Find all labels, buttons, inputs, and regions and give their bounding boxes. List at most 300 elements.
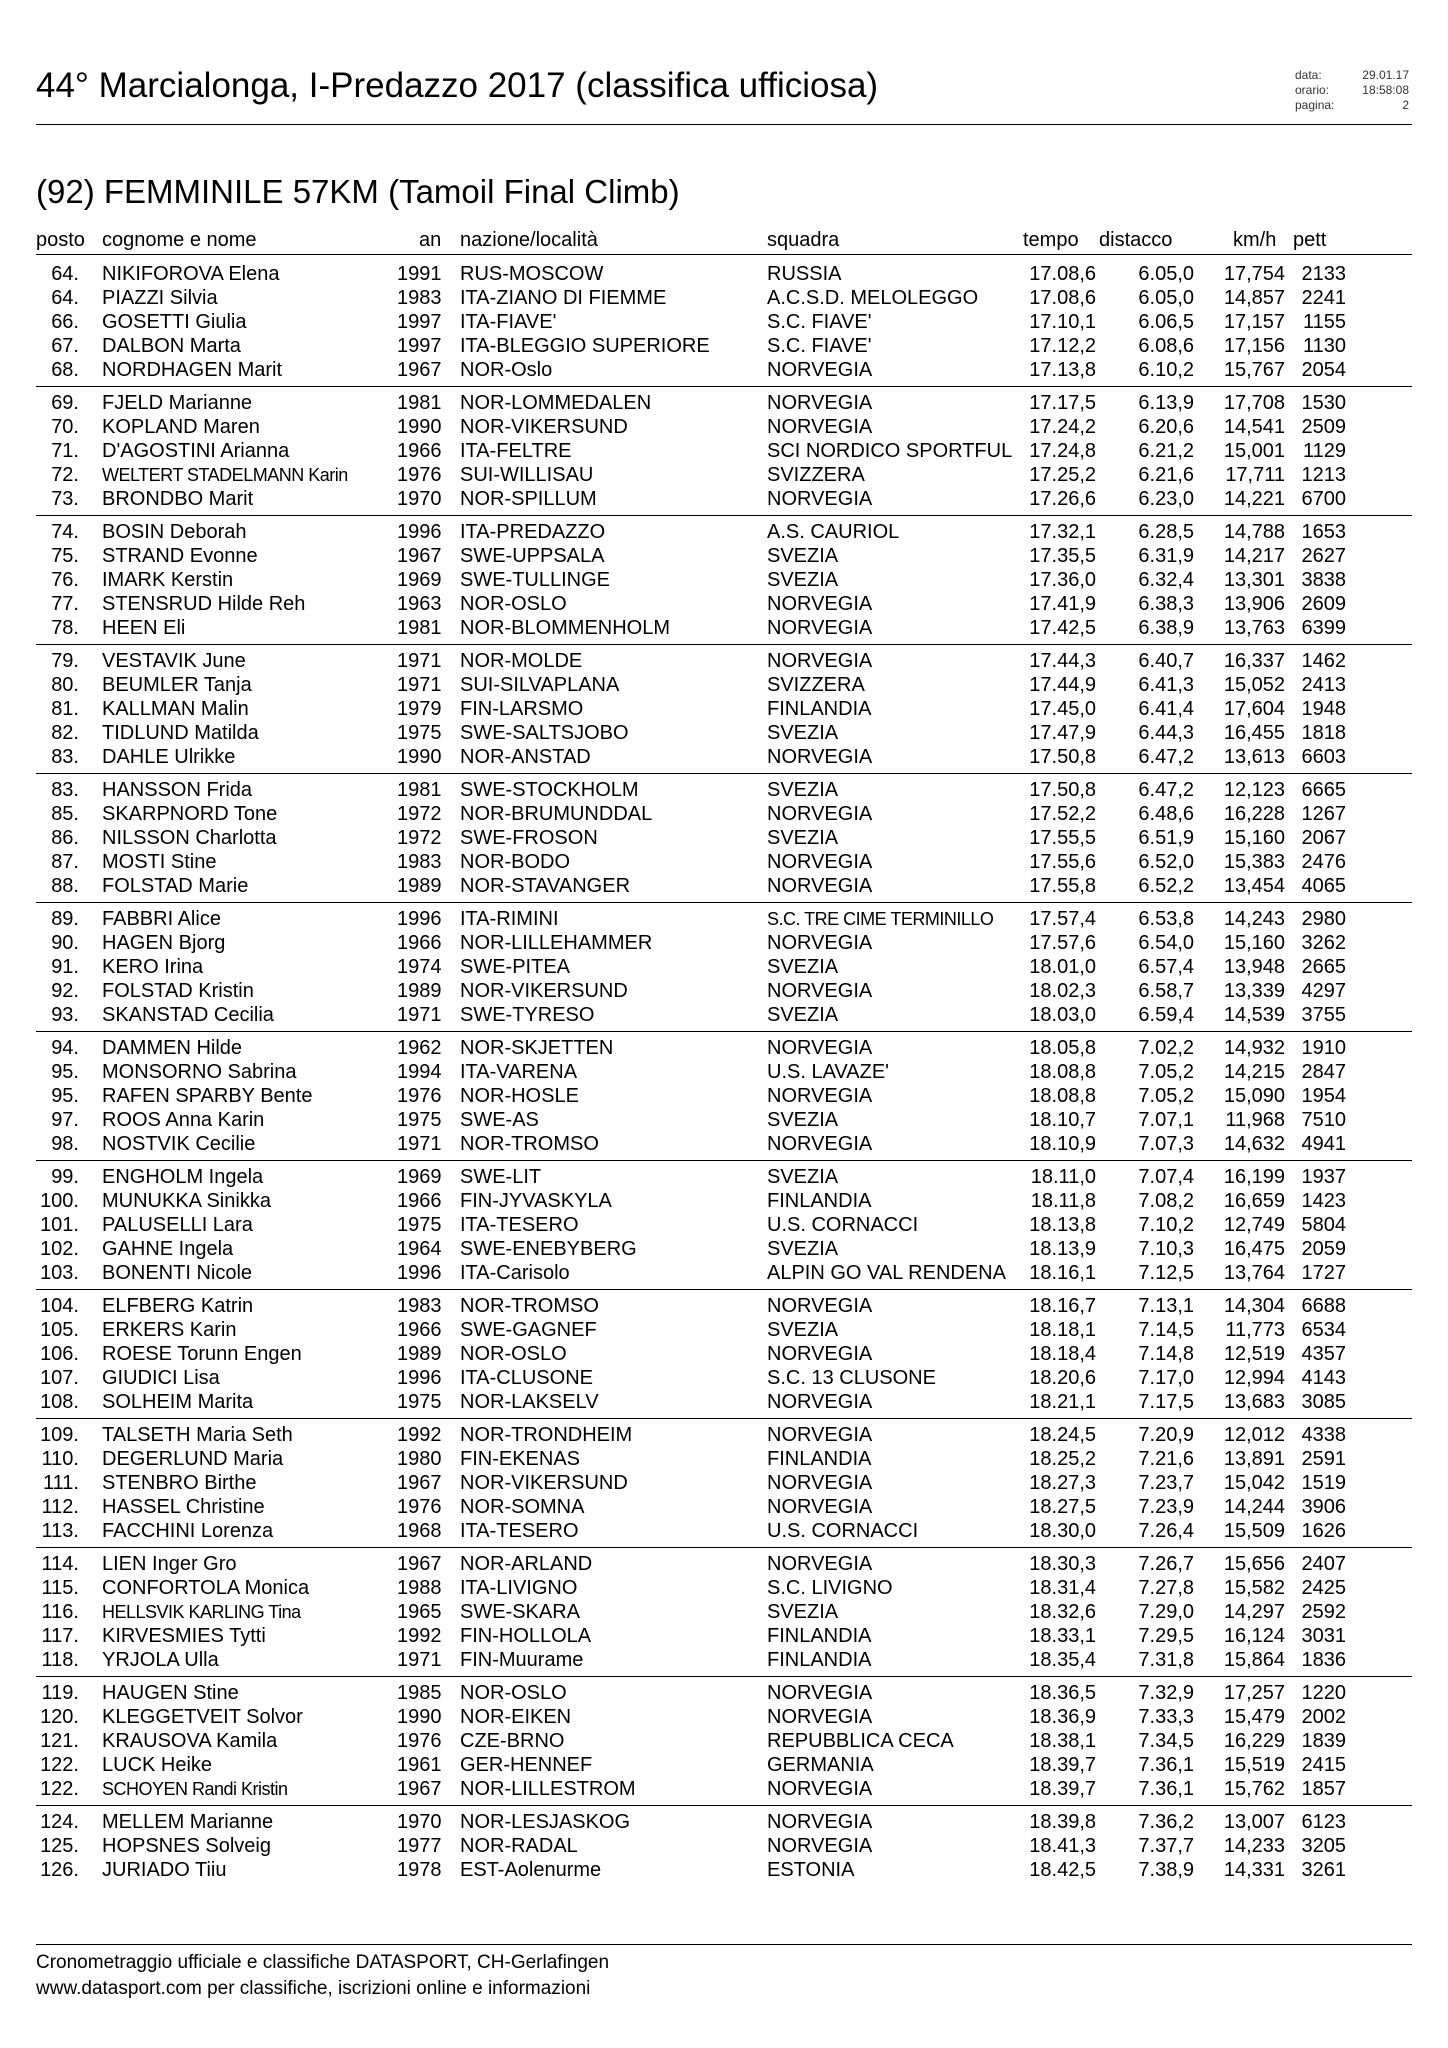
cell-year: 1990 (397, 746, 442, 768)
cell-posto: 126. (40, 1859, 79, 1881)
meta-time-value: 18:58:08 (1362, 83, 1409, 97)
cell-location: NOR-OSLO (460, 1682, 567, 1704)
cell-time: 17.36,0 (1029, 569, 1096, 591)
cell-location: SWE-FROSON (460, 827, 598, 849)
cell-bib: 2425 (1301, 1577, 1346, 1599)
col-kmh: km/h (1233, 229, 1277, 251)
cell-name: BOSIN Deborah (102, 521, 247, 543)
cell-location: FIN-Muurame (460, 1649, 584, 1671)
cell-speed: 15,762 (1223, 1778, 1285, 1800)
cell-bib: 2509 (1301, 416, 1346, 438)
page-title: 44° Marcialonga, I-Predazzo 2017 (classifica ufficiosa) (36, 66, 879, 105)
cell-location: CZE-BRNO (460, 1730, 565, 1752)
cell-bib: 1727 (1301, 1262, 1346, 1284)
cell-team: SVEZIA (767, 545, 839, 567)
cell-location: NOR-TRONDHEIM (460, 1424, 633, 1446)
cell-gap: 7.08,2 (1138, 1190, 1194, 1212)
cell-gap: 7.38,9 (1138, 1859, 1194, 1881)
cell-speed: 11,968 (1225, 1109, 1285, 1131)
cell-name: HAGEN Bjorg (102, 932, 226, 954)
cell-posto: 83. (51, 746, 79, 768)
cell-posto: 109. (40, 1424, 79, 1446)
cell-speed: 17,711 (1225, 464, 1285, 486)
cell-posto: 81. (51, 698, 79, 720)
cell-speed: 16,228 (1223, 803, 1285, 825)
table-row (36, 721, 1412, 745)
cell-bib: 2407 (1301, 1553, 1346, 1575)
cell-team: RUSSIA (767, 263, 842, 285)
cell-speed: 14,297 (1223, 1601, 1285, 1623)
col-an: an (419, 229, 442, 251)
cell-year: 1976 (397, 1730, 442, 1752)
cell-gap: 7.27,8 (1138, 1577, 1194, 1599)
cell-posto: 66. (51, 311, 79, 333)
cell-bib: 1423 (1301, 1190, 1346, 1212)
cell-team: NORVEGIA (767, 875, 873, 897)
table-row (36, 778, 1412, 802)
cell-posto: 82. (51, 722, 79, 744)
cell-time: 17.24,2 (1029, 416, 1096, 438)
cell-location: NOR-MOLDE (460, 650, 583, 672)
cell-team: NORVEGIA (767, 1682, 873, 1704)
cell-speed: 16,455 (1223, 722, 1285, 744)
cell-gap: 7.29,0 (1138, 1601, 1194, 1623)
cell-posto: 74. (51, 521, 79, 543)
footer-divider (36, 1944, 1412, 1945)
cell-location: NOR-SPILLUM (460, 488, 597, 510)
cell-gap: 7.02,2 (1138, 1037, 1194, 1059)
cell-posto: 101. (40, 1214, 79, 1236)
cell-year: 1963 (397, 593, 442, 615)
cell-gap: 6.10,2 (1138, 359, 1194, 381)
cell-posto: 80. (51, 674, 79, 696)
meta-date (1295, 68, 1409, 83)
cell-posto: 79. (51, 650, 79, 672)
cell-location: EST-Aolenurme (460, 1859, 602, 1881)
cell-location: FIN-JYVASKYLA (460, 1190, 612, 1212)
cell-time: 17.10,1 (1029, 311, 1096, 333)
cell-gap: 6.06,5 (1138, 311, 1194, 333)
cell-speed: 17,156 (1223, 335, 1285, 357)
cell-speed: 13,454 (1223, 875, 1285, 897)
cell-posto: 112. (41, 1496, 79, 1518)
cell-speed: 14,857 (1223, 287, 1285, 309)
cell-team: S.C. LIVIGNO (767, 1577, 893, 1599)
cell-name: LUCK Heike (102, 1754, 213, 1776)
cell-year: 1992 (397, 1424, 442, 1446)
cell-location: ITA-VARENA (460, 1061, 578, 1083)
cell-team: S.C. FIAVE' (767, 311, 872, 333)
cell-bib: 4297 (1301, 980, 1346, 1002)
cell-bib: 3262 (1301, 932, 1346, 954)
cell-time: 17.44,9 (1029, 674, 1096, 696)
cell-bib: 1129 (1302, 440, 1346, 462)
cell-posto: 108. (40, 1391, 79, 1413)
cell-posto: 85. (51, 803, 79, 825)
cell-gap: 6.59,4 (1138, 1004, 1194, 1026)
cell-year: 1994 (397, 1061, 442, 1083)
table-row (36, 358, 1412, 382)
cell-location: NOR-VIKERSUND (460, 1472, 628, 1494)
cell-speed: 15,090 (1223, 1085, 1285, 1107)
cell-speed: 15,160 (1223, 932, 1285, 954)
cell-team: SVEZIA (767, 1319, 839, 1341)
cell-posto: 95. (51, 1061, 79, 1083)
cell-year: 1980 (397, 1448, 442, 1470)
table-row (36, 487, 1412, 511)
cell-location: NOR-LAKSELV (460, 1391, 599, 1413)
cell-speed: 14,539 (1223, 1004, 1285, 1026)
header-divider (36, 254, 1412, 255)
table-row (36, 907, 1412, 931)
cell-posto: 67. (51, 335, 79, 357)
cell-name: WELTERT STADELMANN Karin (102, 465, 348, 485)
table-row (36, 1318, 1412, 1342)
cell-gap: 6.21,6 (1138, 464, 1194, 486)
cell-gap: 6.52,2 (1138, 875, 1194, 897)
cell-name: GOSETTI Giulia (102, 311, 247, 333)
cell-bib: 2067 (1301, 827, 1346, 849)
table-row (36, 1390, 1412, 1414)
cell-posto: 90. (51, 932, 79, 954)
cell-year: 1967 (397, 359, 442, 381)
cell-speed: 14,243 (1223, 908, 1285, 930)
table-row (36, 1834, 1412, 1858)
cell-speed: 14,541 (1223, 416, 1285, 438)
cell-location: SWE-SKARA (460, 1601, 581, 1623)
cell-year: 1975 (397, 1214, 442, 1236)
cell-speed: 16,659 (1223, 1190, 1285, 1212)
cell-posto: 72. (51, 464, 79, 486)
cell-year: 1990 (397, 1706, 442, 1728)
cell-gap: 6.21,2 (1138, 440, 1194, 462)
table-row (36, 568, 1412, 592)
cell-year: 1969 (397, 569, 442, 591)
cell-bib: 1836 (1301, 1649, 1346, 1671)
cell-team: S.C. 13 CLUSONE (767, 1367, 936, 1389)
cell-name: SCHOYEN Randi Kristin (102, 1779, 288, 1799)
cell-team: NORVEGIA (767, 1835, 873, 1857)
cell-posto: 92. (51, 980, 79, 1002)
cell-gap: 7.36,2 (1138, 1811, 1194, 1833)
cell-year: 1971 (397, 650, 442, 672)
cell-time: 18.32,6 (1029, 1601, 1096, 1623)
cell-location: NOR-OSLO (460, 1343, 567, 1365)
cell-time: 18.27,3 (1029, 1472, 1096, 1494)
cell-location: NOR-SOMNA (460, 1496, 585, 1518)
cell-gap: 7.34,5 (1138, 1730, 1194, 1752)
cell-location: NOR-LILLEHAMMER (460, 932, 653, 954)
cell-speed: 12,749 (1223, 1214, 1285, 1236)
cell-posto: 119. (41, 1682, 79, 1704)
cell-year: 1974 (397, 956, 442, 978)
cell-speed: 16,229 (1223, 1730, 1285, 1752)
cell-posto: 68. (51, 359, 79, 381)
cell-team: ESTONIA (767, 1859, 855, 1881)
cell-team: NORVEGIA (767, 650, 873, 672)
cell-gap: 6.47,2 (1138, 746, 1194, 768)
cell-year: 1983 (397, 851, 442, 873)
table-row (36, 1576, 1412, 1600)
cell-year: 1997 (397, 311, 442, 333)
cell-speed: 15,042 (1223, 1472, 1285, 1494)
cell-bib: 6399 (1301, 617, 1346, 639)
cell-bib: 3031 (1301, 1625, 1346, 1647)
cell-speed: 16,337 (1223, 650, 1285, 672)
cell-team: A.C.S.D. MELOLEGGO (767, 287, 979, 309)
cell-location: ITA-CLUSONE (460, 1367, 593, 1389)
cell-year: 1981 (397, 779, 442, 801)
cell-posto: 121. (40, 1730, 79, 1752)
cell-name: STRAND Evonne (102, 545, 258, 567)
meta-page-label: pagina: (1295, 98, 1335, 112)
cell-name: NOSTVIK Cecilie (102, 1133, 256, 1155)
cell-gap: 7.26,4 (1138, 1520, 1194, 1542)
table-row (36, 1423, 1412, 1447)
cell-year: 1976 (397, 1496, 442, 1518)
cell-location: SWE-AS (460, 1109, 539, 1131)
table-row (36, 1681, 1412, 1705)
cell-location: ITA-ZIANO DI FIEMME (460, 287, 667, 309)
cell-time: 18.35,4 (1029, 1649, 1096, 1671)
meta-page-value: 2 (1402, 98, 1409, 112)
cell-year: 1965 (397, 1601, 442, 1623)
table-row (36, 334, 1412, 358)
cell-gap: 7.07,4 (1138, 1166, 1194, 1188)
cell-bib: 3085 (1301, 1391, 1346, 1413)
cell-gap: 7.23,9 (1138, 1496, 1194, 1518)
table-row (36, 1705, 1412, 1729)
cell-speed: 14,304 (1223, 1295, 1285, 1317)
cell-team: NORVEGIA (767, 359, 873, 381)
cell-speed: 12,994 (1223, 1367, 1285, 1389)
cell-posto: 124. (40, 1811, 79, 1833)
cell-year: 1972 (397, 827, 442, 849)
table-row (36, 1858, 1412, 1882)
cell-year: 1983 (397, 287, 442, 309)
cell-year: 1966 (397, 440, 442, 462)
cell-bib: 3906 (1301, 1496, 1346, 1518)
cell-posto: 107. (40, 1367, 79, 1389)
cell-location: ITA-Carisolo (460, 1262, 570, 1284)
cell-team: NORVEGIA (767, 488, 873, 510)
cell-year: 1964 (397, 1238, 442, 1260)
cell-speed: 16,124 (1223, 1625, 1285, 1647)
cell-posto: 88. (51, 875, 79, 897)
cell-year: 1996 (397, 1262, 442, 1284)
col-nome: cognome e nome (102, 229, 257, 251)
cell-time: 18.01,0 (1029, 956, 1096, 978)
cell-name: FJELD Marianne (102, 392, 253, 414)
cell-speed: 15,509 (1223, 1520, 1285, 1542)
cell-year: 1989 (397, 875, 442, 897)
cell-name: CONFORTOLA Monica (102, 1577, 310, 1599)
title-divider (36, 124, 1412, 125)
cell-year: 1997 (397, 335, 442, 357)
cell-time: 18.36,5 (1029, 1682, 1096, 1704)
cell-name: DEGERLUND Maria (102, 1448, 284, 1470)
cell-gap: 6.20,6 (1138, 416, 1194, 438)
cell-speed: 17,157 (1223, 311, 1285, 333)
cell-speed: 11,773 (1225, 1319, 1285, 1341)
cell-posto: 95. (51, 1085, 79, 1107)
table-row (36, 1600, 1412, 1624)
table-row (36, 1777, 1412, 1801)
cell-time: 18.03,0 (1029, 1004, 1096, 1026)
cell-year: 1988 (397, 1577, 442, 1599)
cell-team: FINLANDIA (767, 1649, 872, 1671)
cell-location: NOR-HOSLE (460, 1085, 579, 1107)
cell-speed: 15,160 (1223, 827, 1285, 849)
cell-speed: 17,754 (1223, 263, 1285, 285)
cell-time: 18.33,1 (1029, 1625, 1096, 1647)
cell-speed: 15,582 (1223, 1577, 1285, 1599)
cell-posto: 125. (40, 1835, 79, 1857)
cell-year: 1983 (397, 1295, 442, 1317)
cell-time: 18.10,7 (1029, 1109, 1096, 1131)
table-row (36, 1261, 1412, 1285)
cell-gap: 7.21,6 (1138, 1448, 1194, 1470)
cell-speed: 14,932 (1223, 1037, 1285, 1059)
cell-time: 18.38,1 (1029, 1730, 1096, 1752)
cell-posto: 111. (43, 1472, 79, 1494)
cell-year: 1975 (397, 722, 442, 744)
cell-posto: 86. (51, 827, 79, 849)
cell-team: NORVEGIA (767, 1133, 873, 1155)
cell-time: 17.13,8 (1029, 359, 1096, 381)
cell-gap: 7.14,5 (1138, 1319, 1194, 1341)
cell-speed: 13,906 (1223, 593, 1285, 615)
col-squadra: squadra (767, 229, 840, 251)
cell-gap: 6.44,3 (1138, 722, 1194, 744)
cell-time: 18.16,1 (1029, 1262, 1096, 1284)
cell-name: KRAUSOVA Kamila (102, 1730, 278, 1752)
cell-location: NOR-ARLAND (460, 1553, 593, 1575)
cell-bib: 3755 (1301, 1004, 1346, 1026)
cell-year: 1968 (397, 1520, 442, 1542)
cell-bib: 1626 (1301, 1520, 1346, 1542)
cell-time: 18.36,9 (1029, 1706, 1096, 1728)
table-row (36, 874, 1412, 898)
table-row (36, 1366, 1412, 1390)
cell-speed: 15,767 (1223, 359, 1285, 381)
cell-location: FIN-HOLLOLA (460, 1625, 592, 1647)
cell-location: ITA-TESERO (460, 1520, 579, 1542)
cell-gap: 7.17,0 (1138, 1367, 1194, 1389)
table-row (36, 1753, 1412, 1777)
col-tempo: tempo (1023, 229, 1079, 251)
cell-location: ITA-FELTRE (460, 440, 572, 462)
cell-team: NORVEGIA (767, 1391, 873, 1413)
meta-page (1295, 98, 1409, 113)
cell-location: ITA-LIVIGNO (460, 1577, 578, 1599)
result-group (36, 1289, 1412, 1414)
result-group (36, 386, 1412, 511)
cell-year: 1996 (397, 908, 442, 930)
cell-time: 17.55,8 (1029, 875, 1096, 897)
cell-location: ITA-PREDAZZO (460, 521, 606, 543)
cell-location: SWE-TYRESO (460, 1004, 595, 1026)
cell-team: NORVEGIA (767, 1037, 873, 1059)
cell-year: 1981 (397, 392, 442, 414)
cell-team: SVEZIA (767, 1166, 839, 1188)
table-row (36, 1810, 1412, 1834)
cell-time: 18.41,3 (1029, 1835, 1096, 1857)
cell-bib: 5804 (1301, 1214, 1346, 1236)
cell-gap: 7.32,9 (1138, 1682, 1194, 1704)
cell-gap: 6.52,0 (1138, 851, 1194, 873)
table-row (36, 802, 1412, 826)
table-row (36, 463, 1412, 487)
cell-gap: 7.33,3 (1138, 1706, 1194, 1728)
cell-posto: 83. (51, 779, 79, 801)
cell-team: NORVEGIA (767, 1424, 873, 1446)
cell-time: 18.11,0 (1030, 1166, 1096, 1188)
results-table (36, 262, 1412, 1882)
table-row (36, 286, 1412, 310)
cell-year: 1970 (397, 488, 442, 510)
cell-team: NORVEGIA (767, 1472, 873, 1494)
cell-bib: 2592 (1301, 1601, 1346, 1623)
cell-posto: 64. (51, 263, 79, 285)
cell-name: BRONDBO Marit (102, 488, 254, 510)
table-row (36, 262, 1412, 286)
cell-gap: 7.23,7 (1138, 1472, 1194, 1494)
cell-name: KALLMAN Malin (102, 698, 249, 720)
cell-bib: 4065 (1301, 875, 1346, 897)
cell-time: 17.32,1 (1029, 521, 1096, 543)
cell-location: ITA-FIAVE' (460, 311, 557, 333)
cell-gap: 6.57,4 (1138, 956, 1194, 978)
cell-posto: 94. (51, 1037, 79, 1059)
cell-posto: 87. (51, 851, 79, 873)
cell-team: SVEZIA (767, 1004, 839, 1026)
cell-bib: 2591 (1301, 1448, 1346, 1470)
meta-time-label: orario: (1295, 83, 1330, 97)
cell-name: NORDHAGEN Marit (102, 359, 283, 381)
meta-date-value: 29.01.17 (1362, 68, 1409, 82)
cell-time: 18.18,1 (1029, 1319, 1096, 1341)
cell-speed: 13,007 (1223, 1811, 1285, 1833)
cell-bib: 2476 (1301, 851, 1346, 873)
cell-bib: 2609 (1301, 593, 1346, 615)
cell-location: FIN-LARSMO (460, 698, 584, 720)
cell-gap: 6.54,0 (1138, 932, 1194, 954)
cell-year: 1966 (397, 1190, 442, 1212)
cell-speed: 12,519 (1223, 1343, 1285, 1365)
table-row (36, 745, 1412, 769)
cell-year: 1976 (397, 1085, 442, 1107)
cell-time: 18.30,0 (1029, 1520, 1096, 1542)
cell-posto: 71. (51, 440, 79, 462)
cell-year: 1975 (397, 1391, 442, 1413)
cell-time: 18.25,2 (1029, 1448, 1096, 1470)
cell-time: 18.10,9 (1029, 1133, 1096, 1155)
cell-speed: 13,613 (1223, 746, 1285, 768)
cell-posto: 78. (51, 617, 79, 639)
cell-team: S.C. FIAVE' (767, 335, 872, 357)
result-group (36, 644, 1412, 769)
cell-speed: 14,215 (1223, 1061, 1285, 1083)
cell-team: NORVEGIA (767, 1085, 873, 1107)
cell-speed: 13,764 (1223, 1262, 1285, 1284)
cell-team: NORVEGIA (767, 980, 873, 1002)
cell-name: NILSSON Charlotta (102, 827, 277, 849)
table-row (36, 697, 1412, 721)
cell-time: 17.17,5 (1029, 392, 1096, 414)
cell-name: BEUMLER Tanja (102, 674, 252, 696)
table-row (36, 544, 1412, 568)
